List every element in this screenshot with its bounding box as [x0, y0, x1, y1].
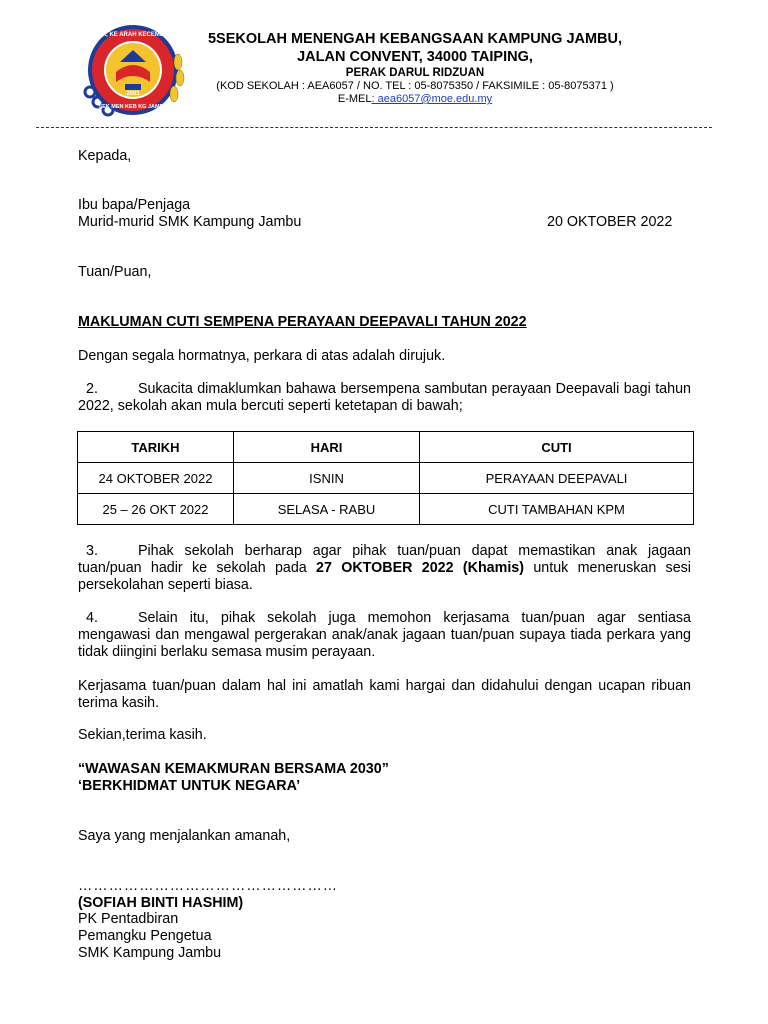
signature-line: …………………………………………… [78, 878, 339, 894]
paragraph-4-text: Selain itu, pihak sekolah juga memohon kerjasama tuan/puan agar sentiasa mengawasi dan mengawal pergerakan anak/anak jagaan tuan/puan supaya tiada perkara yang tidak diingini berlaku semasa musim perayaan. [78, 610, 691, 660]
paragraph-2-text: Sukacita dimaklumkan bahawa bersempena sambutan perayaan Deepavali bagi tahun 2022, sekolah akan mula bercuti seperti ketetapan di bawah; [78, 381, 691, 414]
recipient-line-1: Ibu bapa/Penjaga [78, 197, 191, 213]
holiday-table [77, 431, 694, 525]
recipient-line-2: Murid-murid SMK Kampung Jambu [78, 214, 302, 230]
table-header-cuti: CUTI [420, 432, 694, 463]
signer-title-1: PK Pentadbiran [78, 911, 179, 927]
paragraph-2 [78, 381, 691, 415]
paragraph-2-number: 2. [86, 381, 98, 397]
motto-2: ‘BERKHIDMAT UNTUK NEGARA’ [78, 778, 301, 794]
table-row [78, 463, 694, 494]
svg-text:SEK MEN KEB KG JAMBU: SEK MEN KEB KG JAMBU [98, 104, 168, 110]
table-cell: PERAYAAN DEEPAVALI [420, 463, 694, 494]
paragraph-3 [78, 543, 691, 594]
paragraph-4 [78, 610, 691, 661]
school-logo [78, 22, 188, 120]
table-cell: SELASA - RABU [234, 494, 420, 525]
paragraph-3-text-a: Pihak sekolah berharap agar pihak tuan/puan dapat memastikan anak jagaan tuan/puan hadir ke sekolah pada [78, 543, 691, 576]
school-contact: (KOD SEKOLAH : AEA6057 / NO. TEL : 05-8075350 / FAKSIMILE : 05-8075371 ) [216, 80, 614, 92]
trust-line: Saya yang menjalankan amanah, [78, 828, 291, 844]
email-link[interactable]: : aea6057@moe.edu.my [371, 93, 493, 105]
intro-paragraph: Dengan segala hormatnya, perkara di atas adalah dirujuk. [78, 348, 446, 364]
paragraph-5: Kerjasama tuan/puan dalam hal ini amatlah kami hargai dan didahului dengan ucapan ribuan terima kasih. [78, 678, 691, 711]
table-cell: CUTI TAMBAHAN KPM [420, 494, 694, 525]
svg-text:BERUSAHA, KE ARAH KECEMERLANGA: BERUSAHA, KE ARAH KECEMERLANGAN [78, 32, 188, 38]
paragraph-4-number: 4. [86, 610, 98, 626]
school-name: 5SEKOLAH MENENGAH KEBANGSAAN KAMPUNG JAMBU, [207, 31, 623, 47]
signer-title-3: SMK Kampung Jambu [78, 945, 222, 961]
table-header-tarikh: TARIKH [78, 432, 234, 463]
paragraph-3-number: 3. [86, 543, 98, 559]
letter-date: 20 OKTOBER 2022 [547, 214, 673, 230]
signer-title-2: Pemangku Pengetua [78, 928, 212, 944]
letter-subject: MAKLUMAN CUTI SEMPENA PERAYAAN DEEPAVALI TAHUN 2022 [78, 314, 527, 330]
school-address: JALAN CONVENT, 34000 TAIPING, [297, 49, 533, 65]
table-cell: ISNIN [234, 463, 420, 494]
return-date: 27 OKTOBER 2022 (Khamis) [316, 560, 525, 576]
school-email-line [190, 93, 640, 105]
paragraph-3-text-b: untuk meneruskan sesi persekolahan seperti biasa. [78, 560, 691, 593]
motto-1: “WAWASAN KEMAKMURAN BERSAMA 2030” [78, 761, 389, 777]
table-header-row [78, 432, 694, 463]
table-cell: 25 – 26 OKT 2022 [78, 494, 234, 525]
table-header-hari: HARI [234, 432, 420, 463]
svg-text:2001: 2001 [126, 91, 140, 97]
table-row [78, 494, 694, 525]
closing: Sekian,terima kasih. [78, 727, 207, 743]
signer-name: (SOFIAH BINTI HASHIM) [78, 895, 244, 911]
school-state: PERAK DARUL RIDZUAN [345, 67, 485, 79]
greeting: Tuan/Puan, [78, 264, 152, 280]
salutation-to: Kepada, [78, 148, 132, 164]
table-cell: 24 OKTOBER 2022 [78, 463, 234, 494]
header-divider [36, 127, 712, 128]
email-label: E-MEL [337, 93, 372, 105]
